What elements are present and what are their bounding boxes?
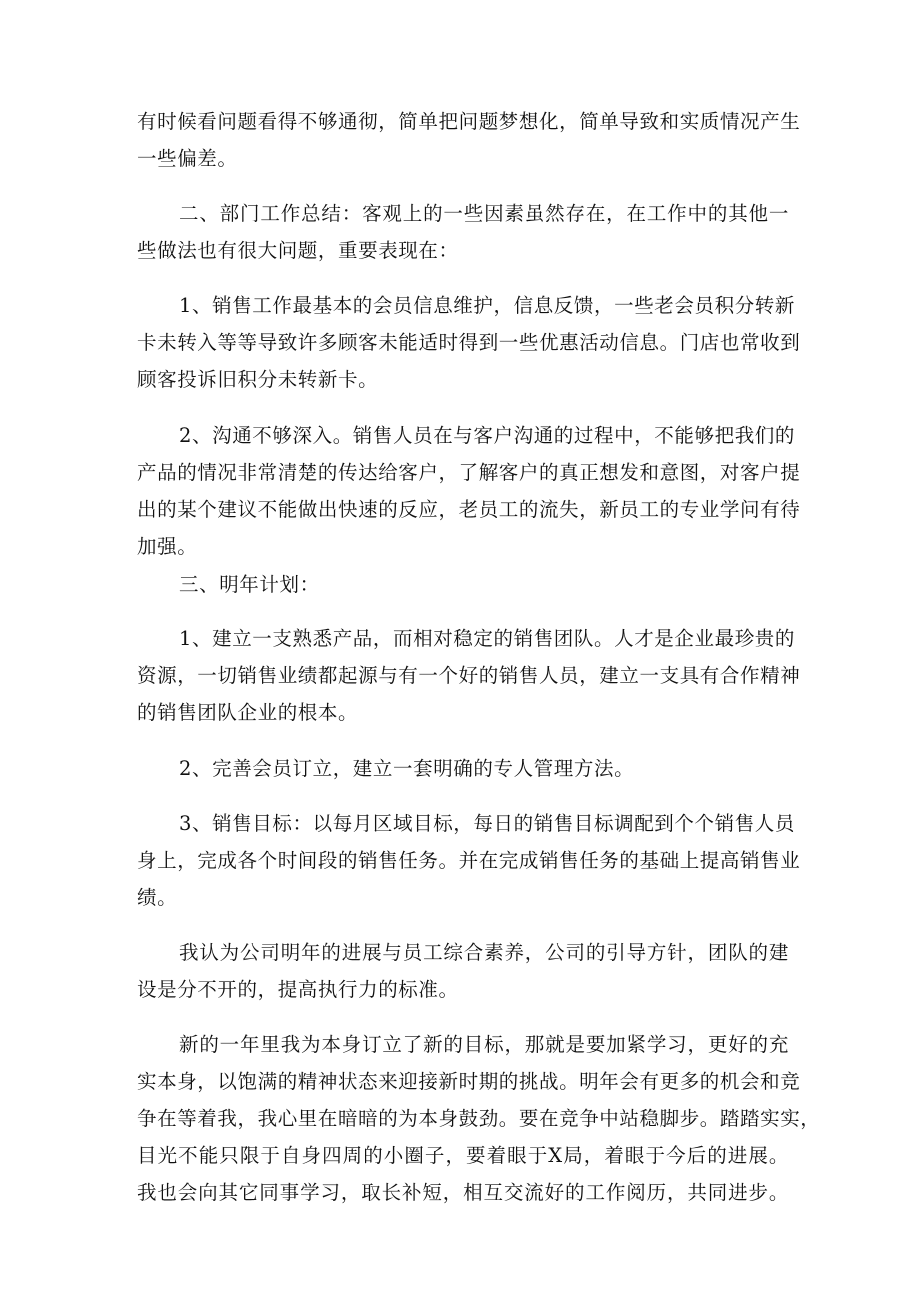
paragraph (137, 620, 801, 731)
text-line: 有时候看问题看得不够通彻，简单把问题梦想化，简单导致和实质情况产生 (137, 110, 801, 133)
text-line: 绩。 (137, 886, 178, 909)
text-line: 实本身，以饱满的精神状态来迎接新时期的挑战。明年会有更多的机会和竞 (137, 1070, 801, 1093)
section-heading (137, 566, 789, 603)
paragraph (137, 417, 801, 565)
text-line: 1、销售工作最基本的会员信息维护，信息反馈，一些老会员积分转新 (179, 294, 796, 317)
text-line: 些做法也有很大问题，重要表现在： (137, 239, 459, 262)
paragraph (137, 805, 801, 916)
paragraph (137, 287, 801, 398)
text-line: 三、明年计划： (179, 573, 320, 596)
text-line: 2、沟通不够深入。销售人员在与客户沟通的过程中，不能够把我们的 (179, 424, 796, 447)
text-line: 加强。 (137, 535, 198, 558)
text-line: 争在等着我，我心里在暗暗的为本身鼓劲。要在竞争中站稳脚步。踏踏实实， (137, 1107, 821, 1130)
text-line: 卡未转入等等导致许多顾客未能适时得到一些优惠活动信息。门店也常收到 (137, 331, 801, 354)
paragraph (137, 750, 789, 787)
text-line: 3、销售目标：以每月区域目标，每日的销售目标调配到个个销售人员 (179, 812, 796, 835)
text-line: 新的一年里我为本身订立了新的目标，那就是要加紧学习，更好的充 (179, 1033, 789, 1056)
text-line: 设是分不开的，提高执行力的标准。 (137, 978, 459, 1001)
paragraph (137, 934, 789, 1008)
paragraph (137, 103, 801, 177)
text-line: 资源，一切销售业绩都起源与有一个好的销售人员，建立一支具有合作精神 (137, 664, 801, 687)
text-line: 1、建立一支熟悉产品，而相对稳定的销售团队。人才是企业最珍贵的 (179, 627, 796, 650)
text-line: 的销售团队企业的根本。 (137, 701, 359, 724)
text-line: 产品的情况非常清楚的传达给客户，了解客户的真正想发和意图，对客户提 (137, 461, 801, 484)
text-line: 一些偏差。 (137, 147, 238, 170)
paragraph (137, 195, 789, 269)
text-line: 出的某个建议不能做出快速的反应，老员工的流失，新员工的专业学问有待 (137, 498, 801, 521)
text-line: 目光不能只限于自身四周的小圈子，要着眼于X局，着眼于今后的进展。 (137, 1144, 789, 1167)
paragraph (137, 1026, 821, 1211)
text-line: 二、部门工作总结：客观上的一些因素虽然存在，在工作中的其他一 (179, 202, 789, 225)
text-line: 2、完善会员订立，建立一套明确的专人管理方法。 (179, 757, 635, 780)
text-line: 身上，完成各个时间段的销售任务。并在完成销售任务的基础上提高销售业 (137, 849, 801, 872)
text-line: 我认为公司明年的进展与员工综合素养，公司的引导方针，团队的建 (179, 941, 789, 964)
text-line: 我也会向其它同事学习，取长补短，相互交流好的工作阅历，共同进步。 (137, 1181, 789, 1204)
text-line: 顾客投诉旧积分未转新卡。 (137, 368, 379, 391)
